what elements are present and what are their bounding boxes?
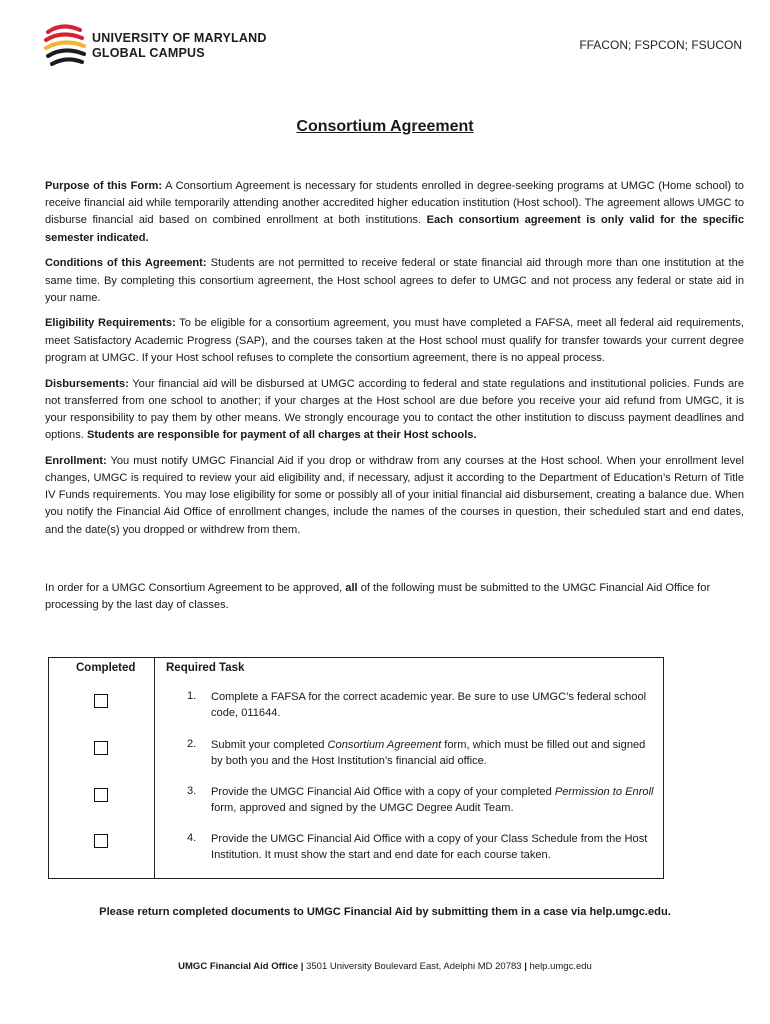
footer-website: help.umgc.edu: [529, 961, 592, 972]
required-tasks-table: [48, 657, 664, 879]
footer-separator-1: |: [298, 961, 307, 972]
purpose-text: A Consortium Agreement is necessary for students enrolled in degree-seeking programs at UMGC (Home school) to receive financial aid while temporarily attending another accredited higher education institution (Host school). The agreement allows UMGC to disburse financial aid based on combined enrollment at both institutions.: [45, 180, 744, 227]
footer-address: 3501 University Boulevard East, Adelphi MD 20783: [306, 961, 522, 972]
task-4-text-before: Provide the UMGC Financial Aid Office with a copy of your Class Schedule from the Host Institution. It must show the start and end date for each course taken.: [211, 833, 648, 861]
task-3-text: [211, 784, 656, 816]
task-3-completed-checkbox[interactable]: [94, 788, 108, 802]
disbursements-text: Your financial aid will be disbursed at UMGC according to federal and state regulations and institutional policies. Funds are not transferred from one school to another; if your charges at the Host school are due before you receive your aid refund from UMGC, it is your responsibility to pay them by other means. We strongly encourage you to contact the other institution to discuss payment deadlines and options.: [45, 377, 744, 442]
column-header-required-task: Required Task: [166, 662, 245, 674]
footer-office: UMGC Financial Aid Office: [178, 961, 299, 972]
conditions-heading: Conditions of this Agreement:: [45, 257, 207, 270]
task-3-text-before: Provide the UMGC Financial Aid Office with a copy of your completed: [211, 786, 555, 798]
column-header-completed: Completed: [76, 662, 136, 674]
submission-text-after: of the following must be submitted to the UMGC Financial Aid Office for processing by the last day of classes.: [45, 582, 711, 612]
task-2-text-italic: Consortium Agreement: [327, 739, 442, 751]
task-2-text-before: Submit your completed: [211, 739, 328, 751]
form-codes: FFACON; FSPCON; FSUCON: [579, 38, 742, 52]
task-2-number: 2.: [187, 738, 197, 750]
umgc-logo: [44, 24, 284, 70]
task-1-text: [211, 689, 656, 721]
task-4-completed-checkbox[interactable]: [94, 834, 108, 848]
task-4-text: [211, 831, 656, 863]
enrollment-paragraph: [45, 453, 744, 539]
task-2-text: [211, 737, 656, 769]
return-instructions: Please return completed documents to UMGC Financial Aid by submitting them in a case via help.umgc.edu.: [99, 906, 671, 918]
disbursements-heading: Disbursements:: [45, 377, 129, 390]
task-4-number: 4.: [187, 832, 197, 844]
purpose-emphasis: Each consortium agreement is only valid for the specific semester indicated.: [45, 214, 744, 244]
conditions-text: Students are not permitted to receive federal or state financial aid through more than one institution at the same time. By completing this consortium agreement, the Host school agrees to defer to UMGC and not process any federal or state aid in your name.: [45, 257, 744, 304]
submission-instructions: [45, 580, 744, 614]
task-1-text-before: Complete a FAFSA for the correct academic year. Be sure to use UMGC’s federal school code, 011644.: [211, 691, 647, 719]
disbursements-paragraph: [45, 376, 744, 445]
umgc-logo-mark-icon: [44, 24, 86, 68]
eligibility-paragraph: [45, 315, 744, 367]
logo-campus-name: GLOBAL CAMPUS: [92, 46, 205, 60]
disbursements-emphasis: Students are responsible for payment of all charges at their Host schools.: [86, 429, 477, 442]
task-1-number: 1.: [187, 690, 197, 702]
enrollment-heading: Enrollment:: [45, 454, 107, 467]
page-footer: [0, 961, 770, 972]
purpose-heading: Purpose of this Form:: [45, 180, 163, 192]
logo-university-name: UNIVERSITY OF MARYLAND: [92, 31, 267, 45]
submission-text-before: In order for a UMGC Consortium Agreement to be approved,: [45, 582, 346, 594]
task-3-number: 3.: [187, 785, 197, 797]
form-body: [45, 178, 744, 547]
purpose-paragraph: [45, 178, 744, 247]
task-2-completed-checkbox[interactable]: [94, 741, 108, 755]
task-2-text-after: form, which must be filled out and signed by both you and the Host Institution’s financial aid office.: [211, 739, 646, 767]
table-column-divider: [154, 658, 155, 878]
footer-separator-2: |: [521, 961, 530, 972]
eligibility-heading: Eligibility Requirements:: [45, 317, 176, 330]
conditions-paragraph: [45, 255, 744, 307]
enrollment-text: You must notify UMGC Financial Aid if you drop or withdraw from any courses at the Host school. When your enrollment level changes, UMGC is required to review your aid eligibility and, if necessary, adjust it according to the Department of Education’s Return of Title IV Funds requirements. You may lose eligibility for some or possibly all of your initial financial aid disbursement, creating a balance due. When you notify the Financial Aid Office of enrollment changes, include the names of the courses in question, their scheduled start and end dates, and the date(s) you dropped or withdrew from them.: [45, 454, 744, 536]
task-3-text-italic: Permission to Enroll: [554, 786, 654, 798]
eligibility-text: To be eligible for a consortium agreement, you must have completed a FAFSA, meet all federal aid requirements, meet Satisfactory Academic Progress (SAP), and the courses taken at the Host school must qualify for transfer towards your current degree program at UMGC. If your Host school refuses to complete the consortium agreement, there is no appeal process.: [45, 317, 744, 364]
task-3-text-after: form, approved and signed by the UMGC Degree Audit Team.: [211, 802, 514, 814]
submission-text-bold: all: [345, 582, 358, 594]
task-1-completed-checkbox[interactable]: [94, 694, 108, 708]
page-title: Consortium Agreement: [296, 118, 474, 135]
